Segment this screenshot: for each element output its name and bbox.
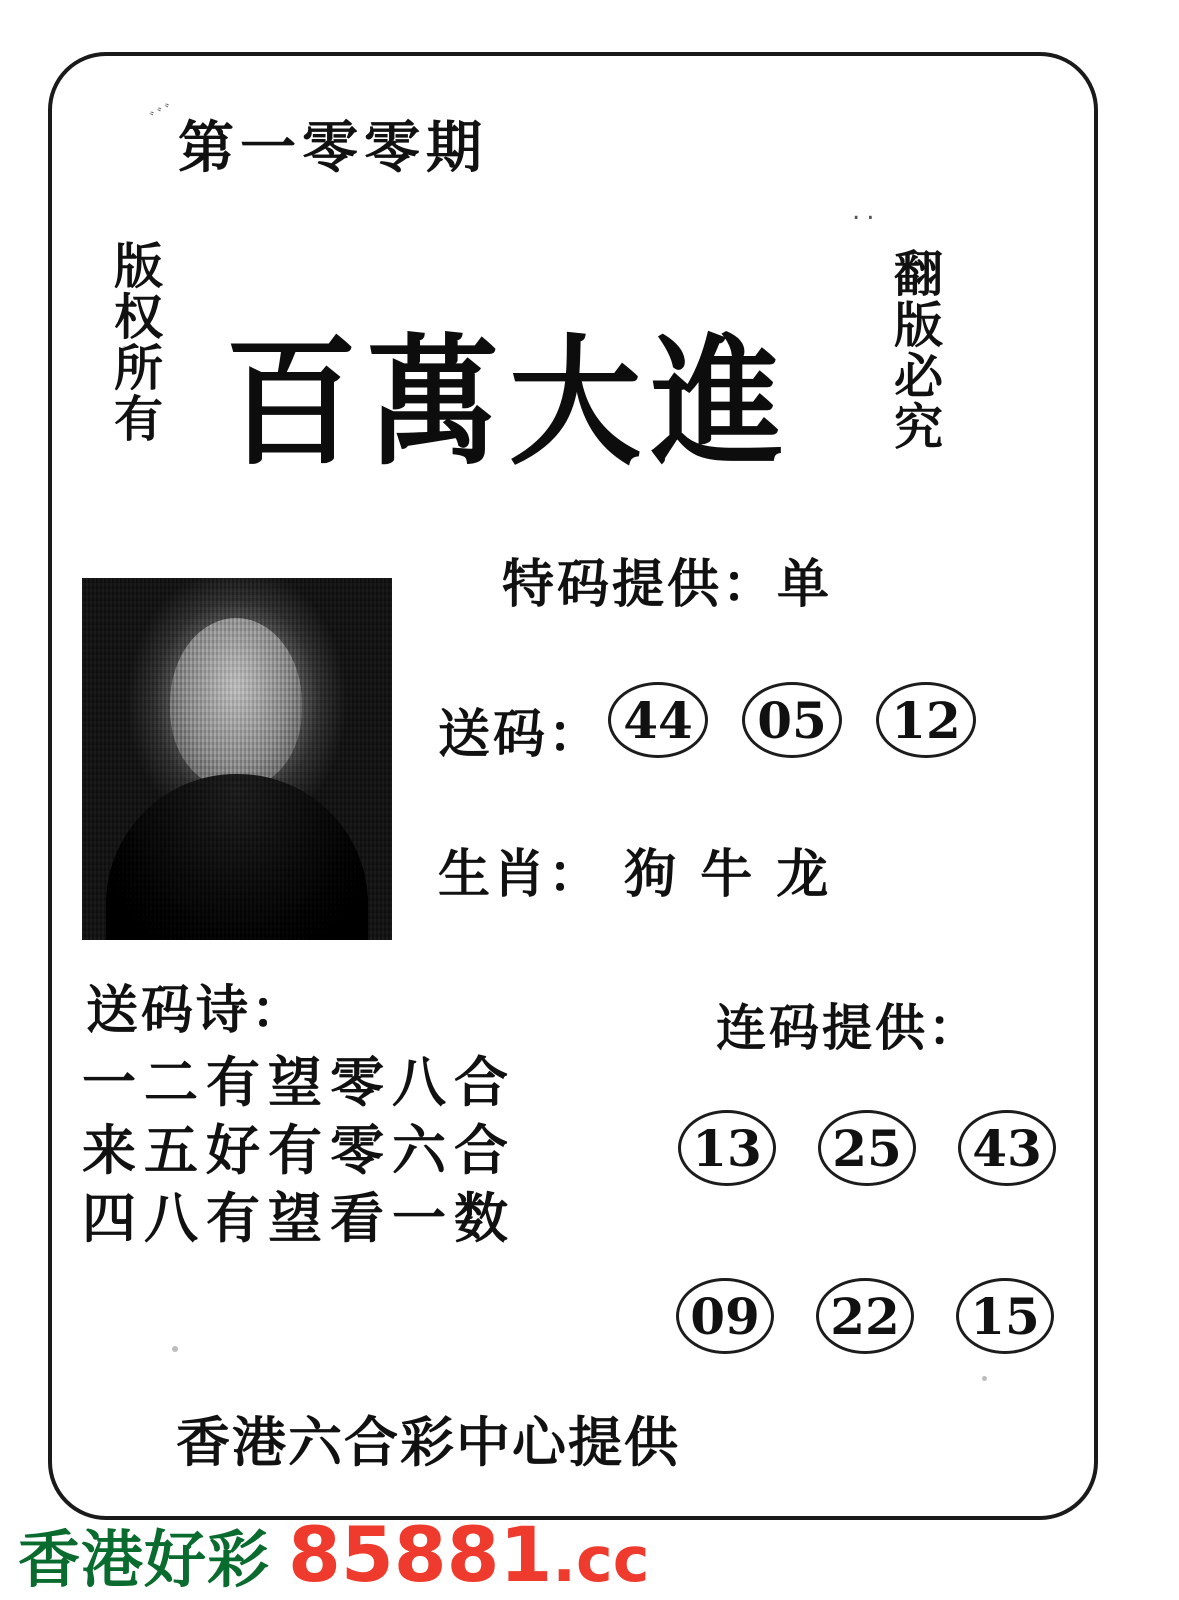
lianma-ball: 09 — [676, 1278, 774, 1354]
lianma-ball: 43 — [958, 1110, 1056, 1186]
poem-line: 来五好有零六合 — [82, 1118, 516, 1182]
watermark-tld: .cc — [552, 1523, 650, 1596]
dots-decoration-mark: .. — [852, 196, 881, 226]
copyright-right-text: 翻版必究 — [886, 248, 945, 452]
zodiac-line: 生肖： 狗 牛 龙 — [438, 844, 832, 905]
poem-title: 送码诗： — [86, 980, 307, 1041]
photo-grain-overlay — [82, 578, 392, 940]
songma-ball-row — [608, 682, 976, 758]
songma-label: 送码： — [438, 704, 604, 765]
lianma-ball: 22 — [816, 1278, 914, 1354]
copyright-left-text: 版权所有 — [106, 240, 165, 444]
watermark-brand-cn: 香港好彩 — [18, 1523, 271, 1596]
site-watermark — [18, 1510, 649, 1599]
scan-speck — [172, 1346, 178, 1352]
songma-ball: 12 — [876, 682, 976, 758]
songma-ball: 05 — [742, 682, 842, 758]
card-footer-text: 香港六合彩中心提供 — [176, 1410, 680, 1474]
lianma-title: 连码提供： — [716, 998, 981, 1057]
portrait-photo — [82, 578, 392, 940]
lianma-ball: 13 — [678, 1110, 776, 1186]
lianma-ball: 25 — [818, 1110, 916, 1186]
lianma-ball-row-2 — [676, 1278, 1054, 1354]
poem-line: 四八有望看一数 — [82, 1186, 516, 1250]
special-code-line: 特码提供：单 — [502, 554, 833, 615]
period-decoration-mark: ﾞﾞﾞ — [148, 99, 181, 130]
scan-speck — [982, 1376, 987, 1381]
poem-line: 一二有望零八合 — [82, 1050, 516, 1114]
watermark-number: 85881 — [288, 1510, 553, 1599]
period-title: 第一零零期 — [178, 115, 488, 181]
lianma-ball-row-1 — [678, 1110, 1056, 1186]
songma-ball: 44 — [608, 682, 708, 758]
lianma-ball: 15 — [956, 1278, 1054, 1354]
brand-title: 百萬大進 — [225, 320, 793, 486]
